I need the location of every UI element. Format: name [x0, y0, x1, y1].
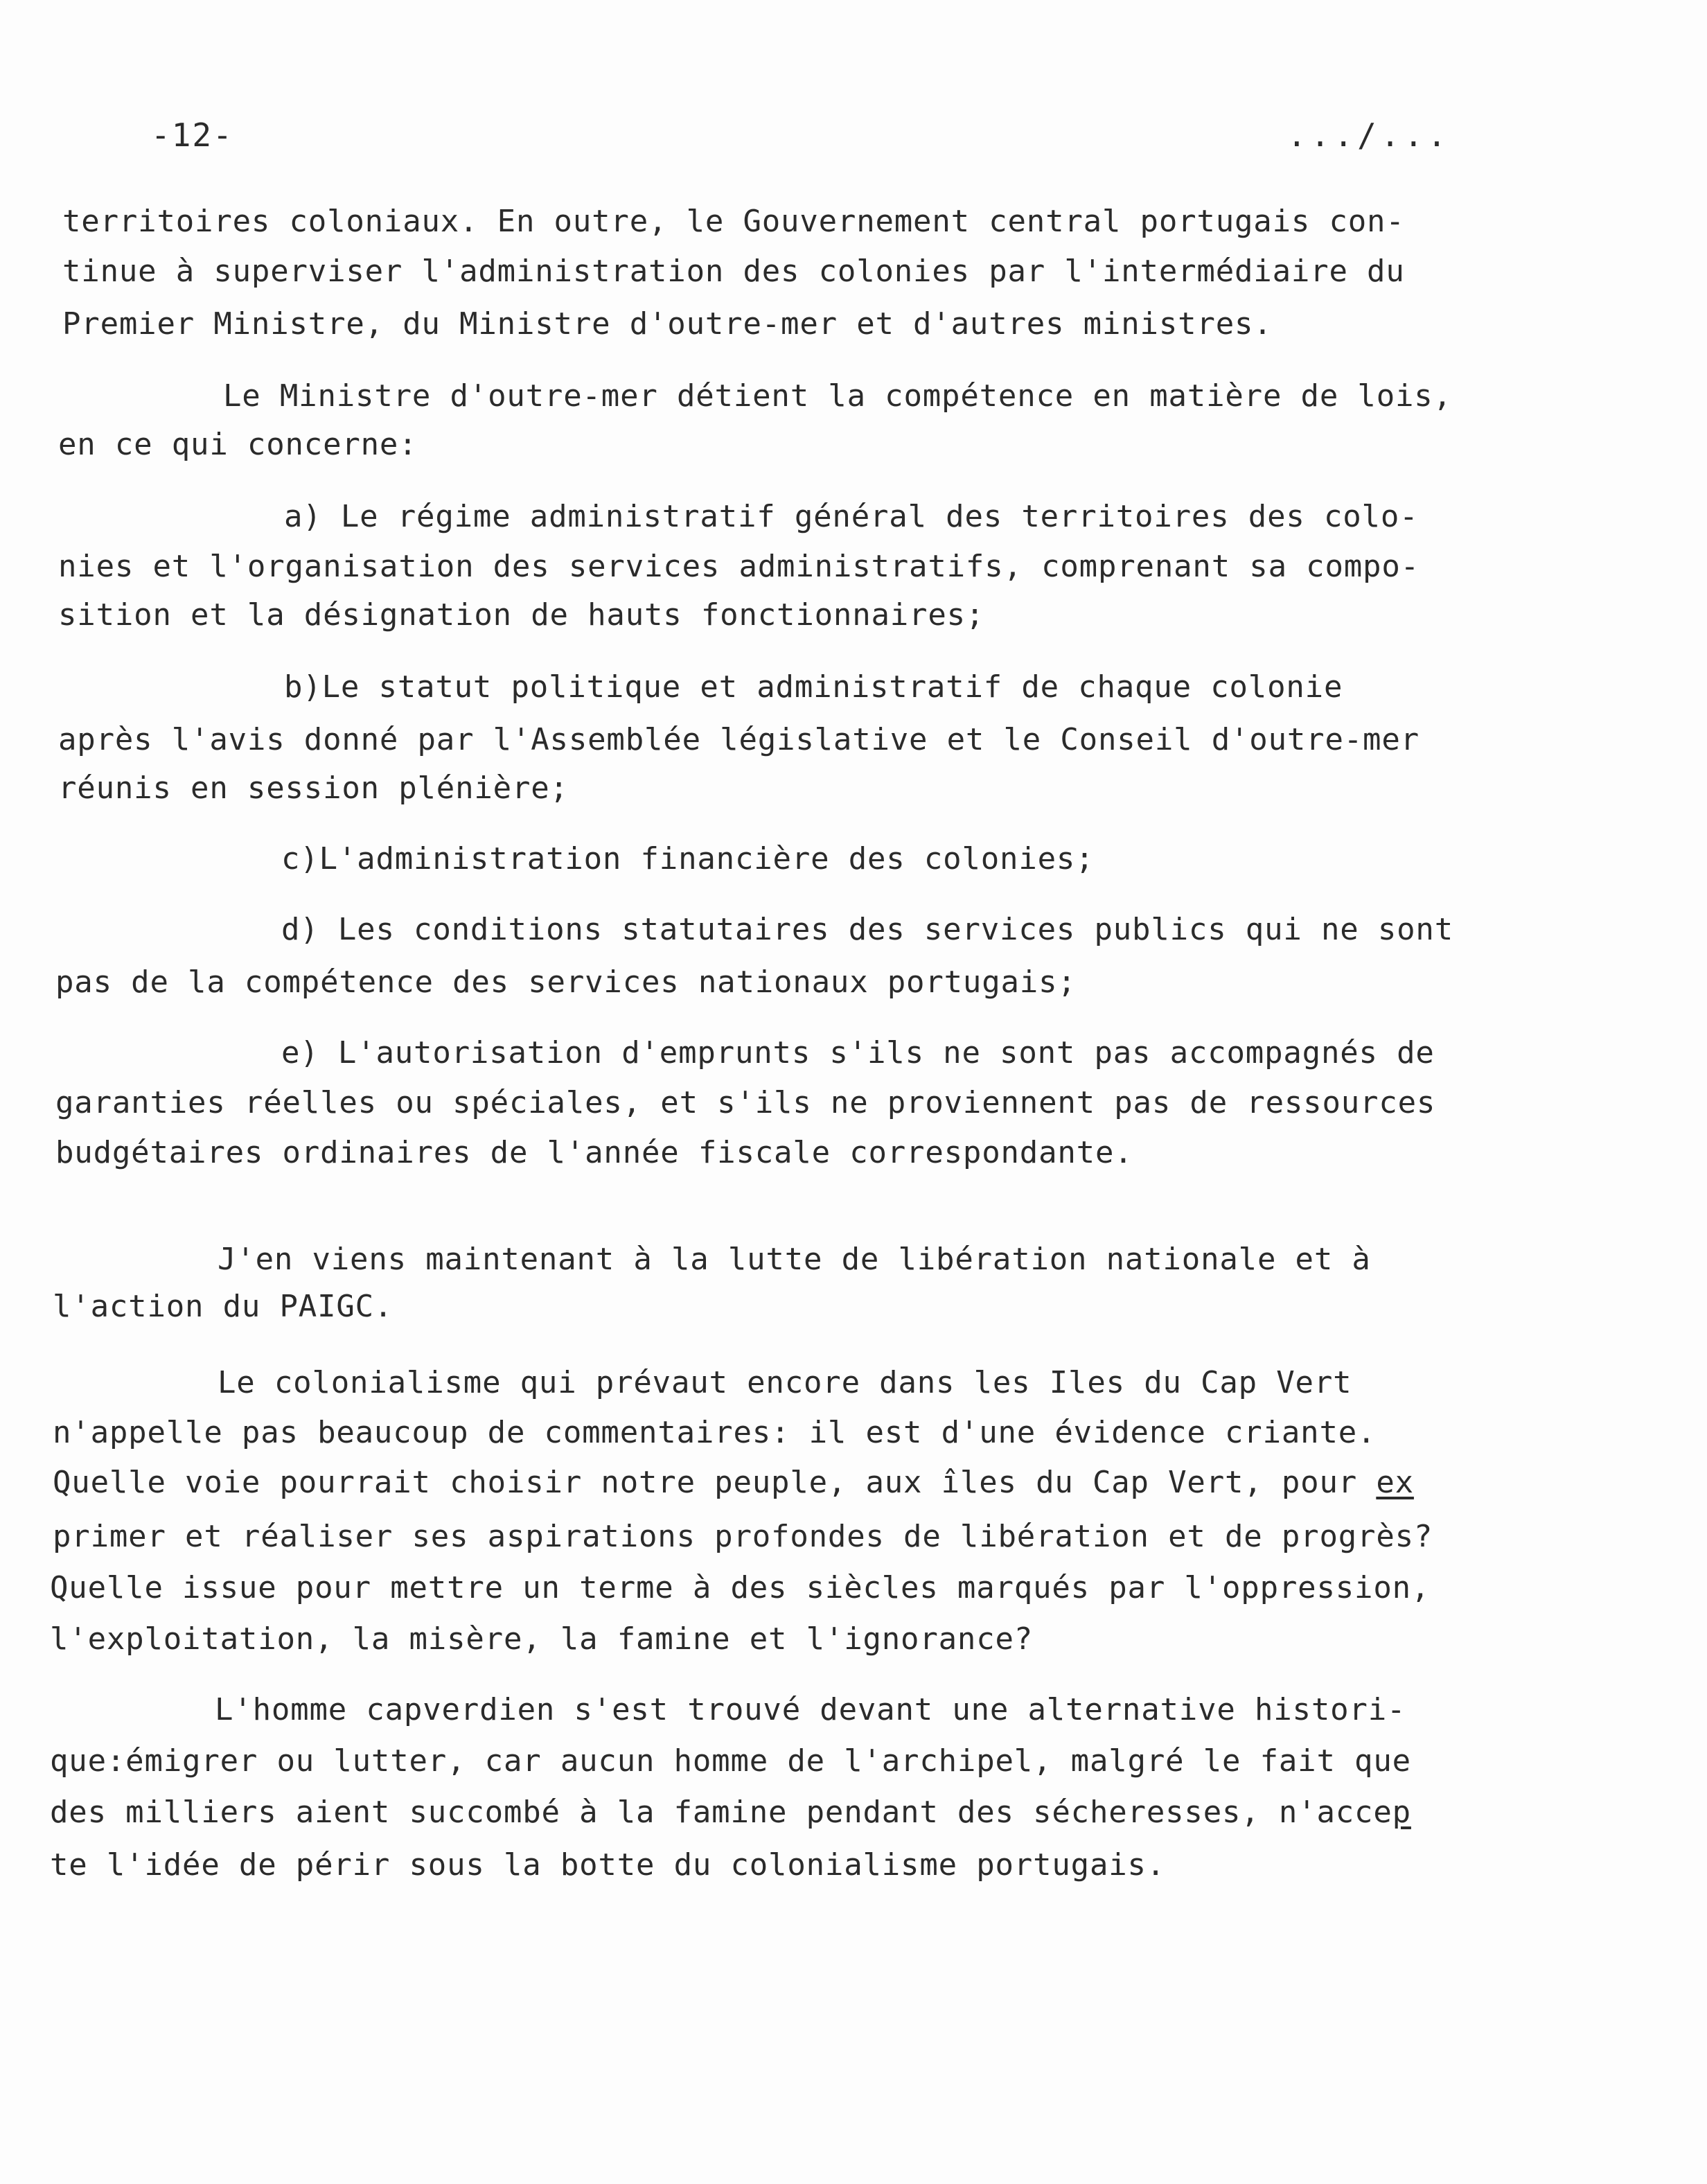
text-line: budgétaires ordinaires de l'année fiscale correspondante.: [55, 1135, 1133, 1170]
text-line: réunis en session plénière;: [58, 770, 569, 806]
text-line: Quelle issue pour mettre un terme à des siècles marqués par l'oppression,: [50, 1570, 1431, 1605]
text-line: a) Le régime administratif général des territoires des colo-: [284, 499, 1419, 534]
text-line: L'homme capverdien s'est trouvé devant une alternative histori-: [215, 1692, 1406, 1727]
text-line: te l'idée de périr sous la botte du colonialisme portugais.: [50, 1847, 1166, 1883]
text-line: l'exploitation, la misère, la famine et l'ignorance?: [50, 1621, 1034, 1657]
text-line: que:émigrer ou lutter, car aucun homme de l'archipel, malgré le fait que: [50, 1743, 1411, 1779]
text-line: l'action du PAIGC.: [53, 1289, 393, 1324]
text-line: Le Ministre d'outre-mer détient la compétence en matière de lois,: [223, 378, 1452, 414]
text-line: tinue à superviser l'administration des colonies par l'intermédiaire du: [62, 254, 1405, 289]
text-line: pas de la compétence des services nationaux portugais;: [55, 965, 1077, 1000]
line-text: Quelle voie pourrait choisir notre peuple, aux îles du Cap Vert, pour: [53, 1465, 1377, 1500]
text-line: nies et l'organisation des services administratifs, comprenant sa compo-: [58, 549, 1419, 584]
text-line: Le colonialisme qui prévaut encore dans les Iles du Cap Vert: [218, 1365, 1352, 1400]
line-text: des milliers aient succombé à la famine pendant des sécheresses, n'acce: [50, 1795, 1392, 1830]
text-line: b)Le statut politique et administratif de chaque colonie: [284, 669, 1343, 705]
underlined-fragment: p: [1392, 1795, 1411, 1830]
text-line: J'en viens maintenant à la lutte de libération nationale et à: [218, 1242, 1371, 1277]
text-line: garanties réelles ou spéciales, et s'ils ne proviennent pas de ressources: [55, 1085, 1436, 1120]
text-line: e) L'autorisation d'emprunts s'ils ne sont pas accompagnés de: [281, 1035, 1435, 1071]
text-line: Premier Ministre, du Ministre d'outre-mer et d'autres ministres.: [62, 306, 1273, 342]
text-line: après l'avis donné par l'Assemblée législative et le Conseil d'outre-mer: [58, 722, 1419, 757]
text-line: n'appelle pas beaucoup de commentaires: il est d'une évidence criante.: [53, 1415, 1377, 1450]
text-line: d) Les conditions statutaires des services publics qui ne sont: [281, 912, 1453, 947]
text-line: [50, 1797, 1411, 1828]
text-line: primer et réaliser ses aspirations profondes de libération et de progrès?: [53, 1519, 1433, 1554]
continuation-mark: .../...: [1287, 116, 1451, 154]
text-line: sition et la désignation de hauts fonctionnaires;: [58, 597, 985, 633]
text-line: [53, 1465, 1414, 1500]
text-line: c)L'administration financière des colonies;: [281, 841, 1095, 877]
underlined-fragment: ex: [1376, 1465, 1414, 1500]
text-line: en ce qui concerne:: [58, 427, 418, 462]
page-number: -12-: [151, 116, 233, 154]
text-line: territoires coloniaux. En outre, le Gouvernement central portugais con-: [62, 204, 1405, 239]
